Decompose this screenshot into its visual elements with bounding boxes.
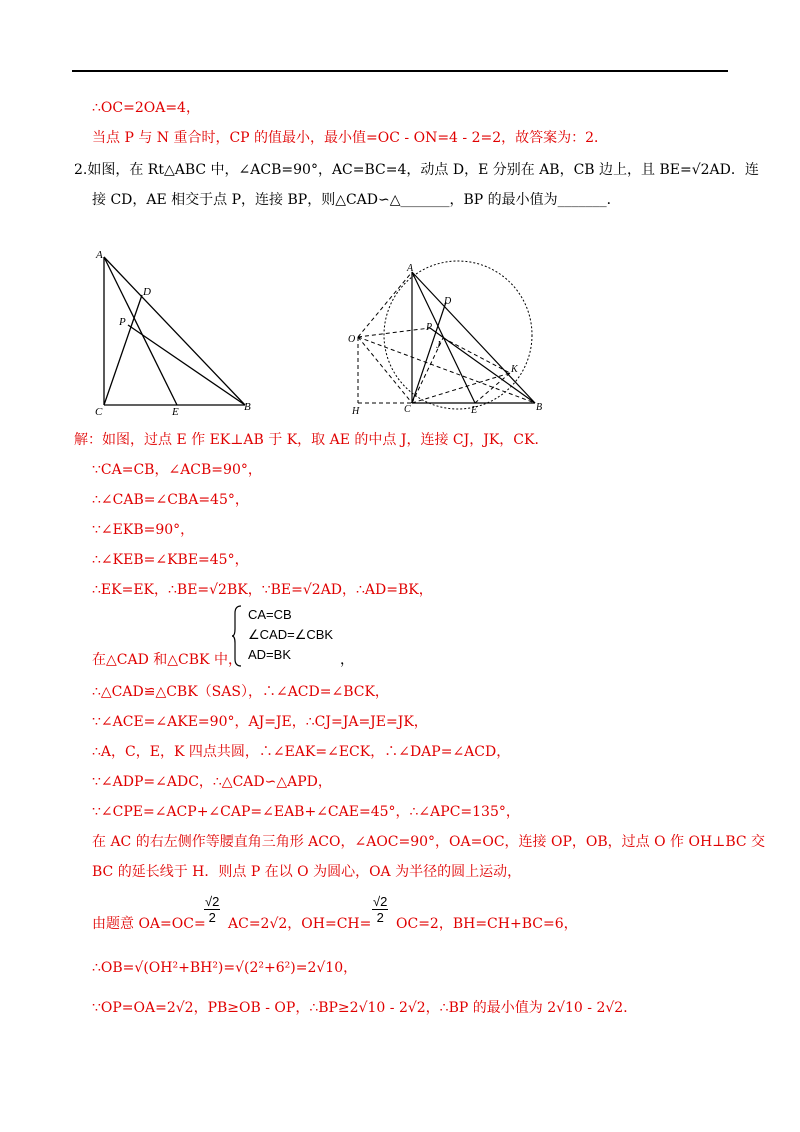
fraction: $\frac{√2}{2}$ [373,894,388,925]
solution-line: ∴∠CAB=∠CBA=45°， [92,492,249,508]
label-b: B [244,401,251,413]
solution-line: ∵∠ADP=∠ADC，∴△CAD∽△APD， [92,774,332,790]
label-d: D [143,286,151,298]
solution-line: BC 的延长线于 H．则点 P 在以 O 为圆心，OA 为半径的圆上运动， [92,864,522,880]
solution-line: AC=2√2，OH=CH= [228,916,372,932]
solution-line: ∴A，C，E，K 四点共圆，∴∠EAK=∠ECK，∴∠DAP=∠ACD， [92,744,511,760]
figure-triangle [90,245,260,417]
label-h: H [352,406,360,417]
label-o: O [348,334,356,345]
system-tail: ， [340,652,354,668]
label-p: P [426,322,433,333]
solution-line: ∴EK=EK，∴BE=√2BK，∵BE=√2AD，∴AD=BK， [92,582,433,598]
label-e: E [471,405,478,416]
label-a: A [407,263,414,274]
solution-line: 解：如图，过点 E 作 EK⊥AB 于 K，取 AE 的中点 J，连接 CJ，JK，CK． [74,432,549,448]
label-a: A [96,249,103,261]
solution-line: 由题意 OA=OC= [92,916,206,932]
system-row: CA=CB [248,607,292,622]
solution-line: ∵∠CPE=∠ACP+∠CAP=∠EAB+∠CAE=45°，∴∠APC=135°， [92,804,520,820]
solution-line: 在△CAD 和△CBK 中， [92,652,242,668]
label-j: J [436,340,441,351]
solution-line: OC=2，BH=CH+BC=6， [396,916,578,932]
figure-circle-construction [340,260,560,420]
header-rule [72,70,728,72]
label-p: P [119,316,126,328]
label-d: D [444,296,452,307]
solution-line: ∴△CAD≌△CBK（SAS），∴∠ACD=∠BCK， [92,684,389,700]
question-line: 2.如图，在 Rt△ABC 中，∠ACB=90°，AC=BC=4，动点 D，E 分别在 AB，CB 边上，且 BE=√2AD．连 [74,162,759,178]
equation-system [240,605,333,665]
solution-line: ∵CA=CB，∠ACB=90°， [92,462,262,478]
solution-line: 在 AC 的右左侧作等腰直角三角形 ACO，∠AOC=90°，OA=OC，连接 OP，OB，过点 O 作 OH⊥BC 交 [92,834,766,850]
system-row: AD=BK [248,647,291,662]
system-row: ∠CAD=∠CBK [248,627,334,642]
text-line: 当点 P 与 N 重合时，CP 的值最小，最小值=OC - ON=4 - 2=2，故答案为：2． [92,130,609,146]
label-c: C [95,406,103,417]
label-b: B [536,402,543,413]
solution-line: ∵∠EKB=90°， [92,522,195,538]
text-line: ∴OC=2OA=4， [92,100,200,116]
solution-line: ∴∠KEB=∠KBE=45°， [92,552,249,568]
solution-line: ∵OP=OA=2√2，PB≥OB - OP，∴BP≥2√10 - 2√2，∴BP 的最小值为 2√10 - 2√2． [92,1000,638,1016]
label-e: E [172,406,179,417]
label-c: C [404,404,411,415]
label-k: K [511,364,518,375]
question-line: 接 CD，AE 相交于点 P，连接 BP，则△CAD∽△_______，BP 的最小值为_______． [92,192,621,208]
fraction: $\frac{√2}{2}$ [205,894,220,925]
solution-line: ∴OB=√(OH²+BH²)=√(2²+6²)=2√10， [92,960,358,976]
solution-line: ∵∠ACE=∠AKE=90°，AJ=JE，∴CJ=JA=JE=JK， [92,714,428,730]
